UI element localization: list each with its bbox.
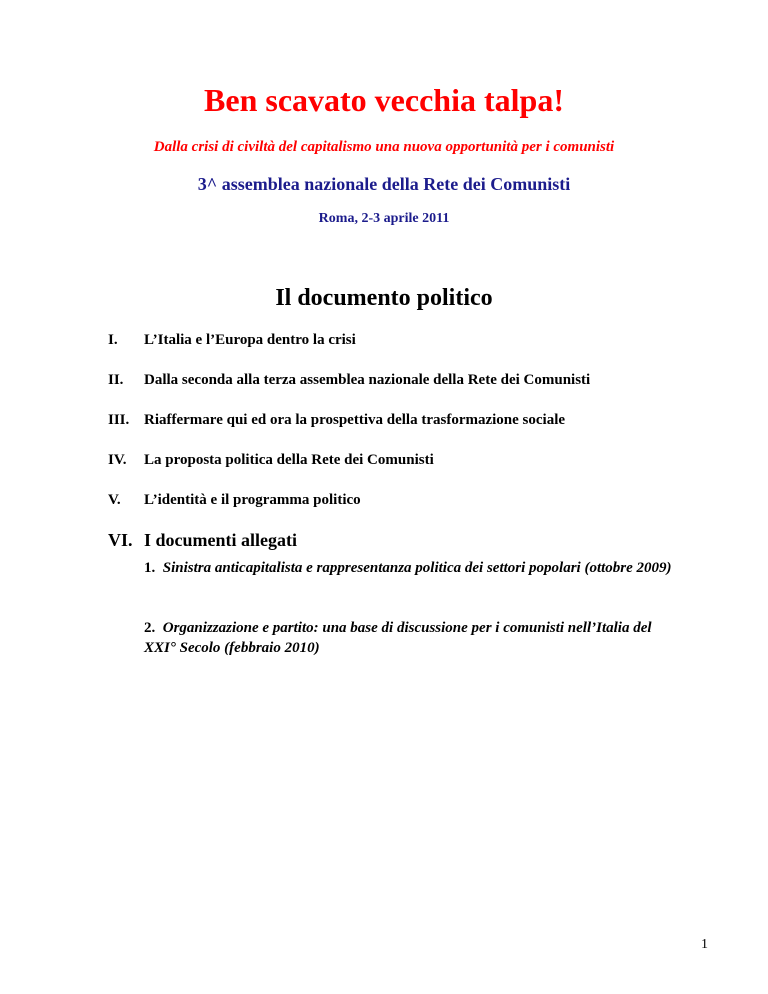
toc-item-number: VI. xyxy=(108,530,133,550)
toc-item-label: La proposta politica della Rete dei Comunisti xyxy=(144,452,434,468)
toc-item-number: II. xyxy=(108,372,124,388)
attachment-number: 1. xyxy=(144,560,156,576)
toc-item-number: IV. xyxy=(108,452,127,468)
page-number: 1 xyxy=(701,937,708,952)
attachment-title: Organizzazione e partito: una base di discussione per i comunisti nell’Italia del XXI° Secolo (febbraio 2010) xyxy=(144,620,652,656)
toc-item-label: I documenti allegati xyxy=(144,530,297,550)
toc-item-label: Dalla seconda alla terza assemblea nazionale della Rete dei Comunisti xyxy=(144,372,591,388)
toc-item-label: L’Italia e l’Europa dentro la crisi xyxy=(144,332,356,348)
document-title: Ben scavato vecchia talpa! xyxy=(204,82,564,118)
toc-item-label: L’identità e il programma politico xyxy=(144,492,361,508)
attachment-number: 2. xyxy=(144,620,156,636)
attachment-title: Sinistra anticapitalista e rappresentanza politica dei settori popolari (ottobre 2009) xyxy=(162,560,672,576)
assembly-heading: 3^ assemblea nazionale della Rete dei Comunisti xyxy=(197,174,571,194)
event-date: Roma, 2-3 aprile 2011 xyxy=(318,211,450,226)
toc-item-number: III. xyxy=(108,412,130,428)
toc-item-number: V. xyxy=(108,492,121,508)
attachment-item xyxy=(144,558,684,578)
toc-item-label: Riaffermare qui ed ora la prospettiva della trasformazione sociale xyxy=(144,412,566,428)
section-heading: Il documento politico xyxy=(275,285,493,311)
toc-item-number: I. xyxy=(108,332,118,348)
document-subtitle: Dalla crisi di civiltà del capitalismo una nuova opportunità per i comunisti xyxy=(153,139,615,155)
attachment-item xyxy=(144,618,684,658)
